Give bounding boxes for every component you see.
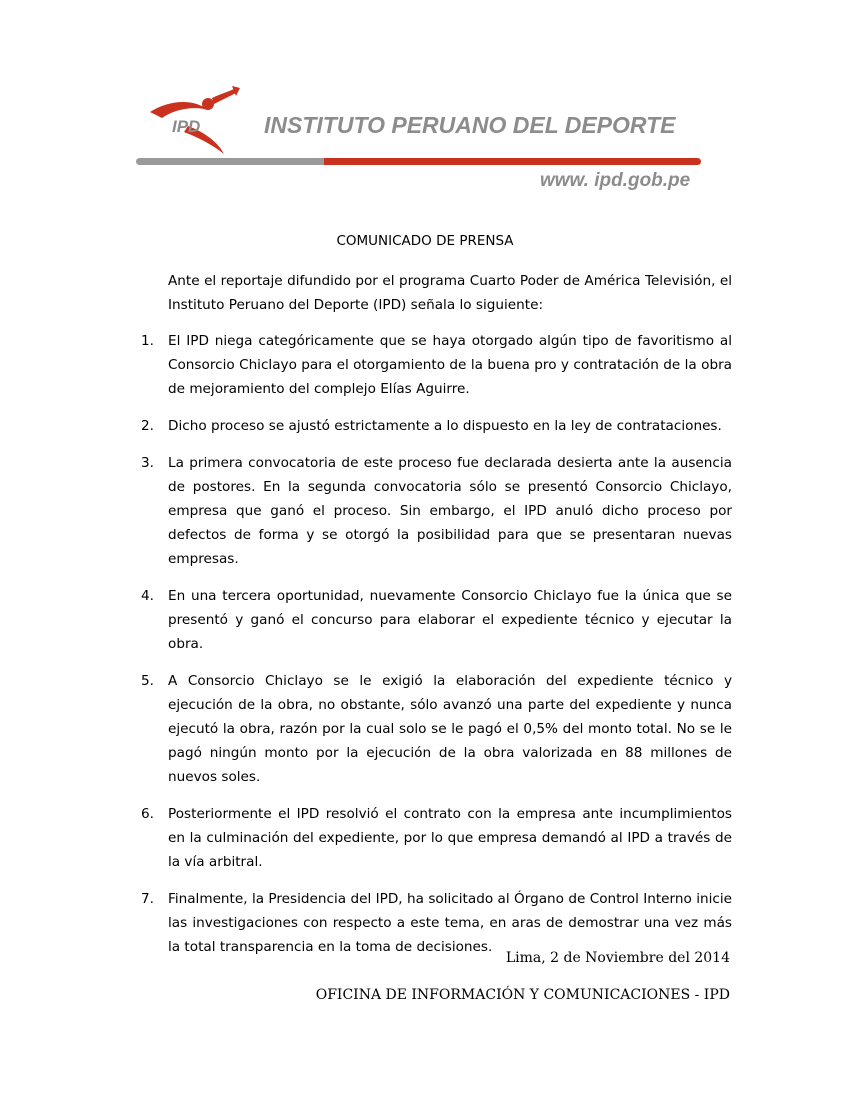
list-item-text: Finalmente, la Presidencia del IPD, ha solicitado al Órgano de Control Interno inicie las investigaciones con respecto a este tema, en aras de demostrar una vez más la total transparencia en la toma de decisiones.	[168, 891, 732, 955]
office-signature: OFICINA DE INFORMACIÓN Y COMUNICACIONES - IPD	[315, 987, 730, 1003]
website-url: www. ipd.gob.pe	[540, 170, 691, 191]
list-item	[0, 451, 732, 571]
points-list	[0, 329, 850, 972]
header-divider-gray	[136, 158, 326, 165]
document-title: COMUNICADO DE PRENSA	[336, 233, 514, 249]
list-item-number: 4.	[141, 588, 154, 604]
list-item-text: Dicho proceso se ajustó estrictamente a lo dispuesto en la ley de contrataciones.	[168, 418, 722, 434]
list-item-text: La primera convocatoria de este proceso fue declarada desierta ante la ausencia de postores. En la segunda convocatoria sólo se presentó Consorcio Chiclayo, empresa que ganó el proceso. Sin embargo, el IPD anuló dicho proceso por defectos de forma y se otorgó la posibilidad para que se presentaran nuevas empresas.	[168, 455, 732, 567]
list-item	[0, 329, 732, 401]
list-item	[0, 887, 732, 959]
ipd-logo	[148, 86, 240, 156]
logo-text: IPD	[172, 117, 201, 136]
list-item-text: El IPD niega categóricamente que se haya otorgado algún tipo de favoritismo al Consorcio Chiclayo para el otorgamiento de la buena pro y contratación de la obra de mejoramiento del complejo Elías Aguirre.	[168, 333, 732, 397]
list-item-number: 7.	[141, 891, 154, 907]
list-item	[0, 584, 732, 656]
list-item-text: A Consorcio Chiclayo se le exigió la elaboración del expediente técnico y ejecución de la obra, no obstante, sólo avanzó una parte del expediente y nunca ejecutó la obra, razón por la cual solo se le pagó el 0,5% del monto total. No se le pagó ningún monto por la ejecución de la obra valorizada en 88 millones de nuevos soles.	[168, 673, 732, 785]
list-item	[0, 802, 732, 874]
list-item-number: 6.	[141, 806, 154, 822]
date-line: Lima, 2 de Noviembre del 2014	[505, 950, 730, 966]
list-item-number: 3.	[141, 455, 154, 471]
list-item	[0, 414, 732, 438]
header-divider-red	[324, 158, 701, 165]
intro-paragraph: Ante el reportaje difundido por el programa Cuarto Poder de América Televisión, el Instituto Peruano del Deporte (IPD) señala lo siguiente:	[168, 273, 732, 313]
list-item-text: Posteriormente el IPD resolvió el contrato con la empresa ante incumplimientos en la culminación del expediente, por lo que empresa demandó al IPD a través de la vía arbitral.	[168, 806, 732, 870]
list-item-number: 2.	[141, 418, 154, 434]
list-item	[0, 669, 732, 789]
list-item-number: 5.	[141, 673, 154, 689]
list-item-text: En una tercera oportunidad, nuevamente Consorcio Chiclayo fue la única que se presentó y ganó el concurso para elaborar el expediente técnico y ejecutar la obra.	[168, 588, 732, 652]
organization-name: INSTITUTO PERUANO DEL DEPORTE	[264, 112, 676, 138]
list-item-number: 1.	[141, 333, 154, 349]
